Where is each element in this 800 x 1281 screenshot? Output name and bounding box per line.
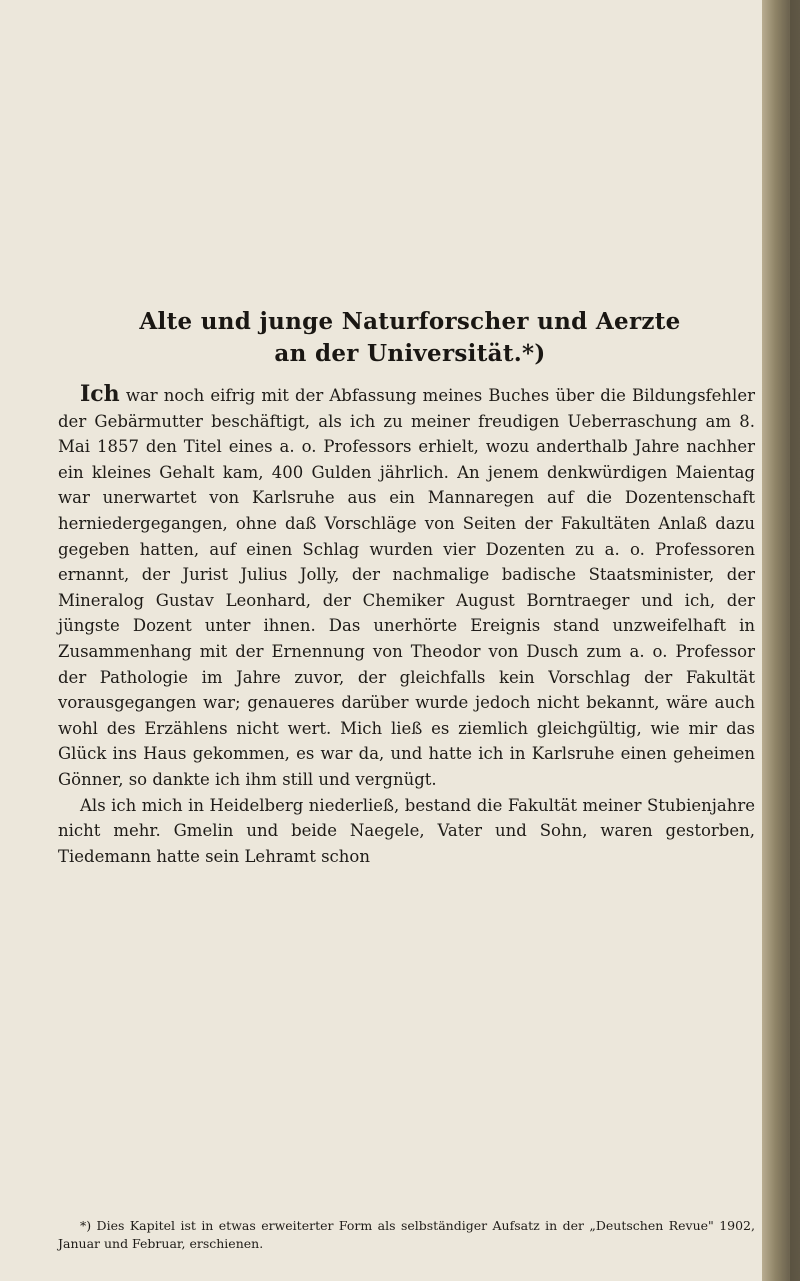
- chapter-subtitle: an der Universität.*): [274, 340, 546, 367]
- footnote: *) Dies Kapitel ist in etwas erweiterter Form als selbständiger Aufsatz in der „Deutschen Revue" 1902, Januar und Februar, erschienen.: [58, 1218, 755, 1251]
- page-binding-shadow: [790, 0, 800, 1281]
- paragraph-1: [58, 382, 755, 793]
- paragraph-1-initial: Ich: [80, 381, 120, 407]
- paragraph-1-text: war noch eifrig mit der Abfassung meines Buches über die Bildungsfehler der Gebärmutter beschäftigt, als ich zu meiner freudigen Ueberraschung am 8. Mai 1857 den Titel eines a. o. Professors erhielt, wozu anderthalb Jahre nachher ein kleines Gehalt kam, 400 Gulden jährlich. An jenem denkwürdigen Maientag war unerwartet von Karlsruhe aus ein Mannaregen auf die Dozentenschaft herniedergegangen, ohne daß Vorschläge von Seiten der Fakultäten Anlaß dazu gegeben hatten, auf einen Schlag wurden vier Dozenten zu a. o. Professoren ernannt, der Jurist Julius Jolly, der nachmalige badische Staatsminister, der Mineralog Gustav Leonhard, der Chemiker August Borntraeger und ich, der jüngste Dozent unter ihnen. Das unerhörte Ereignis stand unzweifelhaft in Zusammenhang mit der Ernennung von Theodor von Dusch zum a. o. Professor der Pathologie im Jahre zuvor, der gleichfalls kein Vorschlag der Fakultät vorausgegangen war; genaueres darüber wurde jedoch nicht bekannt, wäre auch wohl des Erzählens nicht wert. Mich ließ es ziemlich gleichgültig, wie mir das Glück ins Haus gekommen, es war da, und hatte ich in Karlsruhe einen geheimen Gönner, so dankte ich ihm still und vergnügt.: [58, 386, 755, 789]
- chapter-title: Alte und junge Naturforscher und Aerzte: [139, 308, 681, 335]
- body-text: [58, 382, 755, 869]
- paragraph-2: Als ich mich in Heidelberg niederließ, bestand die Fakultät meiner Stubienjahre nicht mehr. Gmelin und beide Naegele, Vater und Sohn, waren gestorben, Tiedemann hatte sein Lehramt schon: [58, 795, 755, 866]
